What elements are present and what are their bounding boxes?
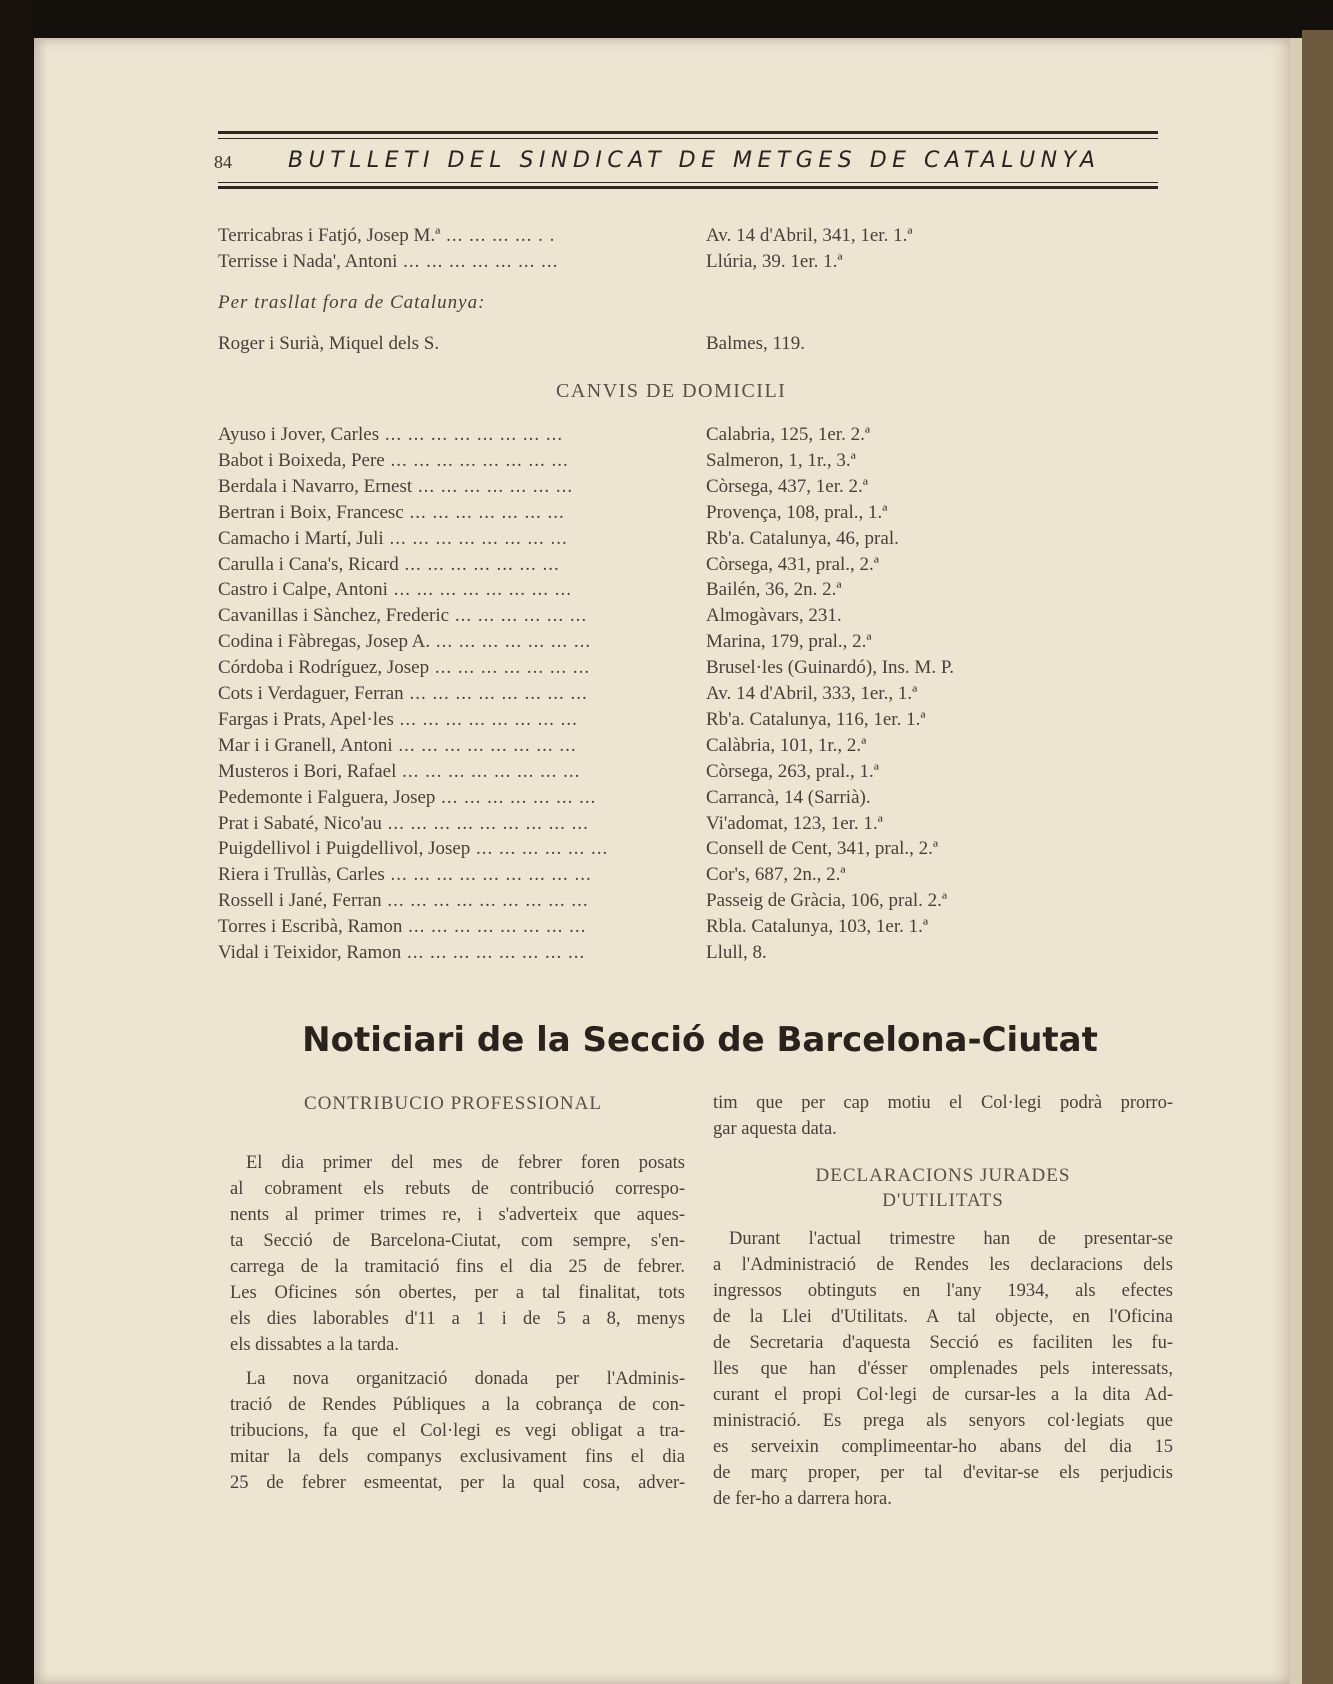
scan-background-top [0,0,1333,40]
paragraph-line: gar aquesta data. [713,1119,837,1139]
paragraph-line: tració de Rendes Públiques a la cobrança de con- [230,1395,685,1415]
entry-leader-dots: ... ... ... ... . . [440,225,556,246]
entry-leader-dots: ... ... ... ... ... ... ... ... [403,683,588,704]
entry-name-text: Cavanillas i Sànchez, Frederic [218,605,450,627]
entry-name-text: Terricabras i Fatjó, Josep M.ª [218,225,441,246]
paragraph-line: mitar la dels companys exclusivament fins el dia [230,1447,685,1467]
running-header [210,148,1160,176]
entry-address: Salmeron, 1, 1r., 3.ª [706,449,856,471]
right-column-paragraph [713,1226,1173,1512]
entry-name [218,813,589,835]
entry-leader-dots: ... ... ... ... ... ... ... ... ... [381,812,589,834]
right-column-heading-line2: D'UTILITATS [882,1190,1004,1211]
paragraph-line: Les Oficines són obertes, per a tal finalitat, tots [230,1283,685,1303]
entry-name [218,476,573,498]
entry-name [218,916,586,938]
paragraph-line: ingressos obtinguts en l'any 1934, als efectes [713,1281,1173,1301]
entry-name-text: Torres i Escribà, Ramon [218,916,403,938]
entry-address: Consell de Cent, 341, pral., 2.ª [706,838,939,860]
entry-name-text: Rossell i Jané, Ferran [218,890,382,912]
paragraph-line: els dissabtes a la tarda. [230,1335,400,1355]
right-column-continuation [713,1090,1173,1142]
entry-name [218,579,572,601]
paragraph-line: nents al primer trimes re, i s'adverteix que aques- [230,1205,685,1225]
paragraph-line: de març proper, per tal d'evitar-se els perjudicis [713,1463,1173,1483]
paragraph-line: tim que per cap motiu el Col·legi podrà prorro- [713,1093,1173,1113]
paragraph-line: de fer-ho a darrera hora. [713,1489,892,1509]
entry-name-text: Babot i Boixeda, Pere [218,449,385,471]
entry-address: Llull, 8. [706,942,767,963]
entry-leader-dots: ... ... ... ... ... ... ... ... [384,449,569,471]
entry-name [218,605,587,627]
entry-name-text: Ayuso i Jover, Carles [218,424,380,445]
paragraph-line: els dies laborables d'11 a 1 i de 5 a 8, menys [230,1309,685,1329]
entry-name [218,424,563,446]
header-rule-bottom-thin [218,182,1158,183]
canvis-title: CANVIS DE DOMICILI [556,380,787,402]
entry-name [218,528,568,550]
entry-address: Rb'a. Catalunya, 46, pral. [706,527,899,549]
entry-name [218,502,565,524]
entry-leader-dots: ... ... ... ... ... ... [470,838,609,860]
entry-name-text: Berdala i Navarro, Ernest [218,475,413,497]
entry-name [218,864,592,886]
trasllat-name: Roger i Surià, Miquel dels S. [218,333,440,354]
entry-address: Vi'adomat, 123, 1er. 1.ª [706,812,883,834]
entry-address: Còrsega, 437, 1er. 2.ª [706,475,868,497]
entry-name-text: Puigdellivol i Puigdellivol, Josep [218,838,471,860]
entry-address: Brusel·les (Guinardó), Ins. M. P. [706,657,955,679]
paragraph-line: Durant l'actual trimestre han de presentar-se [729,1229,1173,1249]
trasllat-address: Balmes, 119. [706,333,806,354]
left-column-heading: CONTRIBUCIO PROFESSIONAL [304,1093,602,1114]
paragraph-line: de Secretaria d'aquesta Secció es faciliten les fu- [713,1333,1173,1353]
paragraph-line: curant el propi Col·legi de cursar-les a la dita Ad- [713,1385,1173,1405]
entry-name-text: Codina i Fàbregas, Josep A. [218,631,431,653]
entry-leader-dots: ... ... ... ... ... ... ... ... [401,942,586,963]
entry-address: Provença, 108, pral., 1.ª [706,501,888,523]
entry-leader-dots: ... ... ... ... ... ... [449,605,588,627]
trasllat-label: Per trasllat fora de Catalunya: [218,292,486,313]
entry-name-text: Vidal i Teixidor, Ramon [218,942,402,963]
right-column-heading-line1: DECLARACIONS JURADES [815,1165,1071,1186]
left-column-paragraph-1 [230,1150,685,1358]
left-column-paragraph-2 [230,1366,685,1496]
header-rule-bottom [218,186,1158,189]
scan-background-left [0,0,34,1684]
entry-name [218,251,558,273]
entry-leader-dots: ... ... ... ... ... ... ... [429,657,591,679]
entry-name-text: Córdoba i Rodríguez, Josep [218,657,430,679]
entry-address: Còrsega, 263, pral., 1.ª [706,760,880,782]
entry-leader-dots: ... ... ... ... ... ... ... ... [383,527,568,549]
paragraph-line: de la Llei d'Utilitats. A tal objecte, en l'Oficina [713,1307,1173,1327]
entry-leader-dots: ... ... ... ... ... ... ... [435,786,597,808]
entry-address: Passeig de Gràcia, 106, pral. 2.ª [706,890,948,912]
entry-address: Rbla. Catalunya, 103, 1er. 1.ª [706,916,929,938]
entry-name [218,838,608,860]
section-title: Noticiari de la Secció de Barcelona-Ciutat [302,1020,1098,1060]
journal-title: BUTLLETI DEL SINDICAT DE METGES DE CATALUNYA [288,148,1101,173]
entry-name [218,631,591,653]
entry-name-text: Mar i i Granell, Antoni [218,734,393,756]
entry-name-text: Cots i Verdaguer, Ferran [218,683,404,704]
entry-address: Llúria, 39. 1er. 1.ª [706,251,843,272]
entry-name [218,683,588,705]
entry-leader-dots: ... ... ... ... ... ... ... [430,631,592,653]
entry-leader-dots: ... ... ... ... ... ... ... [397,251,559,272]
paragraph-line: a l'Administració de Rendes les declaracions dels [713,1255,1173,1275]
paragraph-line: es serveixin complimeentar-ho abans del dia 15 [713,1437,1173,1457]
entry-address: Marina, 179, pral., 2.ª [706,631,872,653]
paragraph-line: carrega de la tramitació fins el dia 25 de febrer. [230,1257,685,1277]
entry-leader-dots: ... ... ... ... ... ... ... ... ... [381,890,589,912]
page-fold-strip [1290,38,1302,1684]
header-rule-top [218,131,1158,134]
entry-leader-dots: ... ... ... ... ... ... ... ... [392,734,577,756]
entry-leader-dots: ... ... ... ... ... ... ... [398,553,560,575]
paragraph-line: al cobrament els rebuts de contribució correspo- [230,1179,685,1199]
paragraph-line: lles que han d'ésser omplenades pels interessats, [713,1359,1173,1379]
entry-address: Bailén, 36, 2n. 2.ª [706,579,842,601]
entry-name [218,735,577,757]
entry-leader-dots: ... ... ... ... ... ... ... ... [379,424,564,445]
entry-leader-dots: ... ... ... ... ... ... ... ... [402,916,587,938]
entry-name-text: Terrisse i Nada', Antoni [218,251,398,272]
entry-address: Calabria, 125, 1er. 2.ª [706,424,871,445]
entry-name [218,657,590,679]
entry-name-text: Camacho i Martí, Juli [218,527,384,549]
entry-name-text: Riera i Trullàs, Carles [218,864,385,886]
entry-name-text: Prat i Sabaté, Nico'au [218,812,382,834]
entry-name-text: Bertran i Boix, Francesc [218,501,404,523]
entry-leader-dots: ... ... ... ... ... ... ... [412,475,574,497]
entry-name [218,225,555,247]
entry-address: Còrsega, 431, pral., 2.ª [706,553,880,575]
entry-name [218,554,560,576]
header-rule-top-thin [218,138,1158,139]
entry-name [218,761,580,783]
paragraph-line: 25 de febrer esmeentat, per la qual cosa, adver- [230,1473,685,1493]
page-number: 84 [214,152,232,172]
entry-name [218,942,585,964]
entry-address: Carrancà, 14 (Sarrià). [706,786,871,808]
entry-address: Rb'a. Catalunya, 116, 1er. 1.ª [706,708,926,730]
entry-address: Calàbria, 101, 1r., 2.ª [706,734,867,756]
entry-name [218,709,578,731]
entry-name-text: Musteros i Bori, Rafael [218,760,397,782]
entry-name-text: Pedemonte i Falguera, Josep [218,786,436,808]
entry-leader-dots: ... ... ... ... ... ... ... ... [396,760,581,782]
entry-address: Cor's, 687, 2n., 2.ª [706,864,846,886]
entry-leader-dots: ... ... ... ... ... ... ... ... ... [384,864,592,886]
entry-address: Av. 14 d'Abril, 333, 1er., 1.ª [706,683,918,704]
entry-name [218,450,569,472]
entry-address: Almogàvars, 231. [706,605,842,627]
entry-name [218,787,596,809]
entry-leader-dots: ... ... ... ... ... ... ... ... [387,579,572,601]
entry-leader-dots: ... ... ... ... ... ... ... [403,501,565,523]
entry-name-text: Carulla i Cana's, Ricard [218,553,399,575]
entry-leader-dots: ... ... ... ... ... ... ... ... [393,708,578,730]
book-edge [1302,30,1333,1684]
paragraph-line: ministració. Es prega als senyors col·legiats que [713,1411,1173,1431]
paragraph-line: tribucions, fa que el Col·legi es vegi obligat a tra- [230,1421,685,1441]
entry-address: Av. 14 d'Abril, 341, 1er. 1.ª [706,225,913,246]
entry-name-text: Fargas i Prats, Apel·les [218,708,394,730]
paragraph-line: El dia primer del mes de febrer foren posats [246,1153,685,1173]
entry-name-text: Castro i Calpe, Antoni [218,579,388,601]
paragraph-line: ta Secció de Barcelona-Ciutat, com sempre, s'en- [230,1231,685,1251]
entry-name [218,890,589,912]
paragraph-line: La nova organització donada per l'Adminis- [246,1369,685,1389]
